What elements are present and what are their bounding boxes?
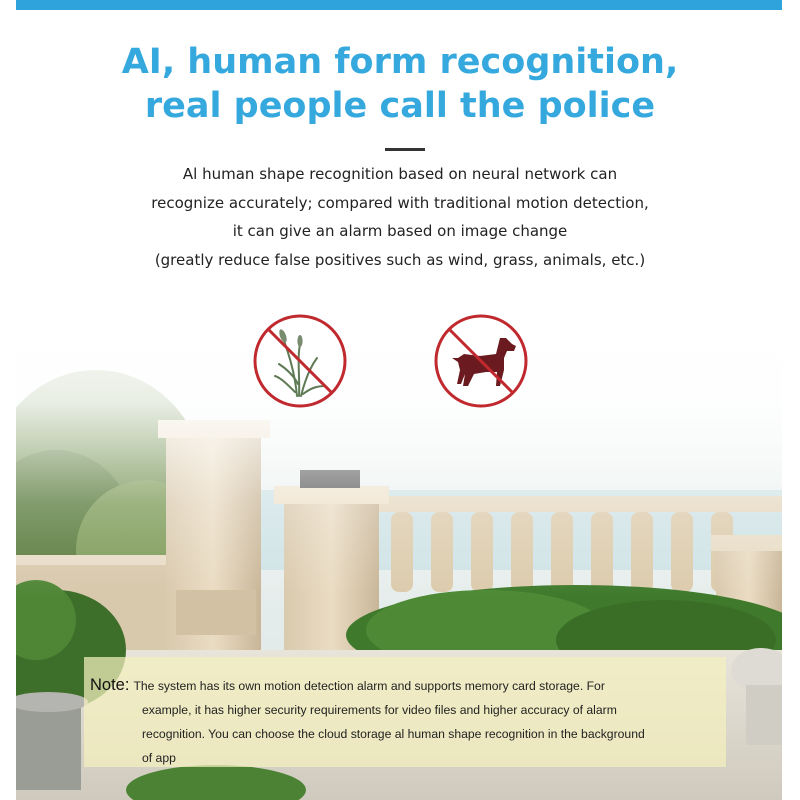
note-box (84, 657, 726, 767)
description-line-2: recognize accurately; compared with traditional motion detection, (151, 193, 649, 212)
no-dog-icon (434, 314, 528, 408)
note-line-3: recognition. You can choose the cloud storage al human shape recognition in the background (142, 727, 645, 741)
description-line-1: Al human shape recognition based on neural network can (182, 165, 618, 183)
no-grass-icon (253, 314, 347, 408)
note-line-4: of app (142, 751, 176, 765)
description-line-3: it can give an alarm based on image change (232, 222, 568, 240)
headline-line-1: AI, human form recognition, (121, 42, 679, 82)
note-line-2: example, it has higher security requirements for video files and higher accuracy of alarm (142, 703, 617, 717)
description-line-4: (greatly reduce false positives such as wind, grass, animals, etc.) (154, 250, 646, 269)
description (0, 160, 800, 274)
headline-line-2: real people call the police (144, 86, 656, 126)
note-label: Note: (90, 676, 130, 694)
top-accent-bar (16, 0, 782, 10)
headline (0, 40, 800, 128)
divider (385, 148, 425, 151)
note-line-1 (90, 673, 714, 698)
note-text-1: The system has its own motion detection alarm and supports memory card storage. For (133, 679, 605, 693)
